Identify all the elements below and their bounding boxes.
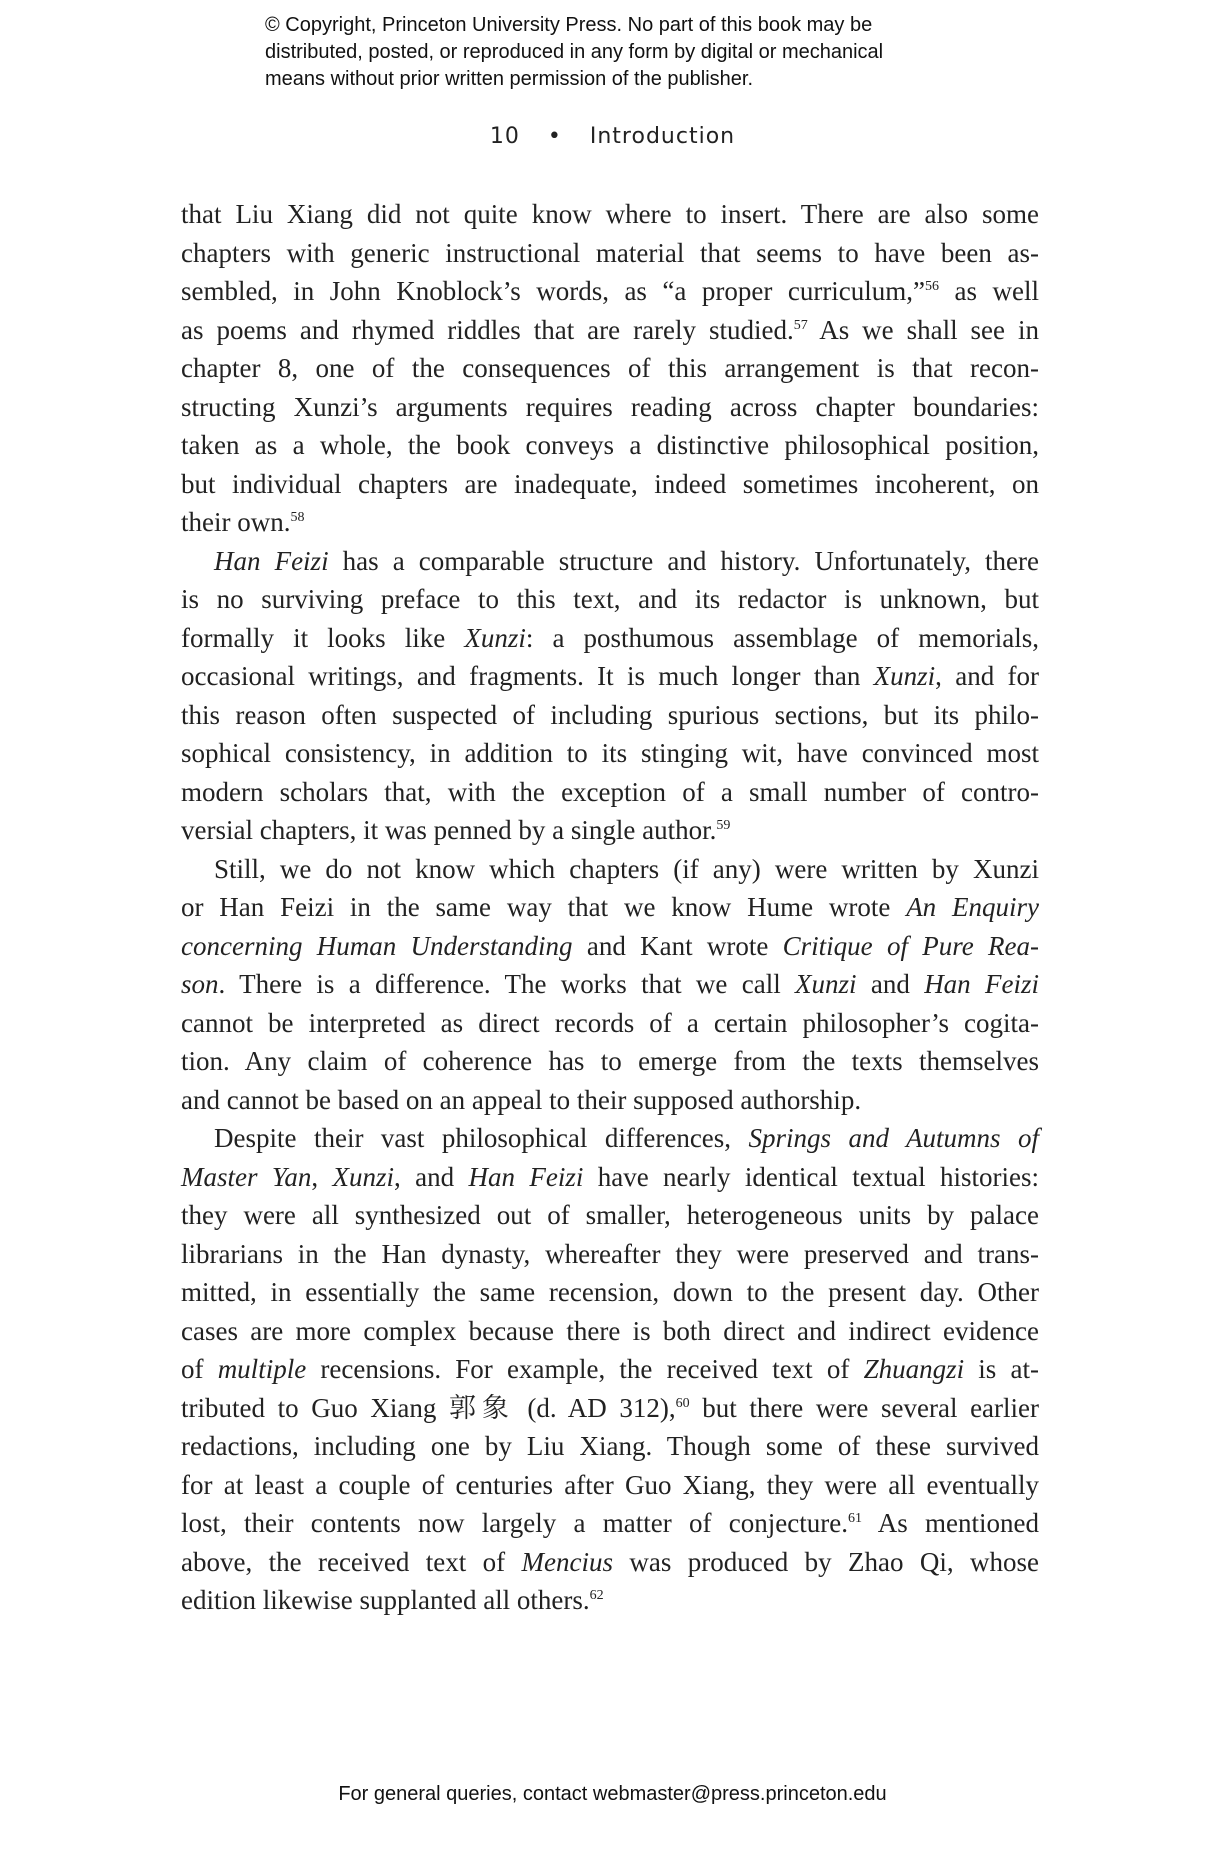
text-segment: but there were several earlier <box>689 1392 1040 1423</box>
copyright-line: © Copyright, Princeton University Press. No part of this book may be <box>265 14 873 36</box>
text-segment: : a posthumous assemblage of memorials, <box>525 622 1039 653</box>
text-line <box>181 927 1039 966</box>
text-segment: , and for <box>935 661 1039 691</box>
text-line <box>181 311 1039 350</box>
text-segment: sembled, in John Knoblock’s words, as “a proper curriculum,” <box>181 276 926 306</box>
text-segment: tion. Any claim of coherence has to emerge from the texts themselves <box>181 1046 1039 1076</box>
text-segment: that Liu Xiang did not quite know where to insert. There are also some <box>181 199 1039 229</box>
italic-title: concerning Human Understanding <box>181 930 573 961</box>
text-line <box>181 1466 1039 1505</box>
text-line <box>181 1581 1039 1620</box>
italic-title: Han Feizi <box>924 969 1039 999</box>
footnote-marker: 58 <box>290 510 305 525</box>
text-line <box>181 542 1039 581</box>
text-segment: this reason often suspected of including spurious sections, but its philo- <box>181 699 1039 730</box>
text-segment: is at- <box>964 1354 1039 1384</box>
italic-title: Mencius <box>521 1546 614 1577</box>
text-segment: recensions. For example, the received text of <box>306 1354 864 1384</box>
italic-title: Critique of Pure Rea- <box>782 930 1039 961</box>
footnote-marker: 60 <box>675 1395 690 1411</box>
text-segment: as poems and rhymed riddles that are rarely studied. <box>181 314 794 345</box>
text-segment: structing Xunzi’s arguments requires reading across chapter boundaries: <box>181 391 1039 422</box>
text-segment: as well <box>939 276 1039 306</box>
text-line <box>181 1312 1039 1351</box>
text-line <box>181 195 1039 234</box>
body-text <box>181 195 1039 1620</box>
text-segment: lost, their contents now largely a matter of conjecture. <box>181 1508 848 1538</box>
text-line <box>181 888 1039 927</box>
text-segment: is no surviving preface to this text, and its redactor is unknown, but <box>181 584 1039 614</box>
italic-title: Springs and Autumns of <box>748 1123 1040 1153</box>
text-segment: , and <box>394 1161 469 1192</box>
text-segment: and cannot be based on an appeal to their supposed authorship. <box>181 1084 862 1115</box>
text-segment: , <box>311 1161 333 1192</box>
text-line <box>181 850 1039 889</box>
text-segment: chapters with generic instructional material that seems to have been as- <box>181 237 1039 268</box>
text-line <box>181 1235 1039 1274</box>
italic-title: Xunzi <box>795 969 857 999</box>
text-line <box>181 1350 1039 1389</box>
italic-title: Han Feizi <box>468 1161 584 1192</box>
footnote-marker: 61 <box>847 1511 862 1526</box>
text-line <box>181 272 1039 311</box>
footnote-marker: 57 <box>793 317 808 333</box>
copyright-line: distributed, posted, or reproduced in any form by digital or mechanical <box>265 41 884 63</box>
text-segment: librarians in the Han dynasty, whereafter they were preserved and trans- <box>181 1238 1039 1269</box>
text-line <box>181 1543 1039 1582</box>
text-line <box>181 1389 1039 1428</box>
footnote-marker: 56 <box>925 279 940 294</box>
text-line <box>181 1119 1039 1158</box>
text-line <box>181 1504 1039 1543</box>
italic-title: Zhuangzi <box>863 1354 965 1384</box>
text-segment: they were all synthesized out of smaller, heterogeneous units by palace <box>181 1200 1039 1230</box>
text-segment: As we shall see in <box>807 314 1039 345</box>
text-segment: or Han Feizi in the same way that we know Hume wrote <box>181 892 907 922</box>
text-line <box>181 1427 1039 1466</box>
footnote-marker: 62 <box>589 1588 604 1603</box>
paragraph <box>181 1119 1039 1620</box>
text-segment: tributed to Guo Xiang 郭象 (d. AD 312), <box>181 1392 676 1423</box>
text-line <box>181 734 1039 773</box>
text-line <box>181 1004 1039 1043</box>
italic-title: Xunzi <box>332 1161 395 1192</box>
paragraph <box>181 850 1039 1120</box>
italic-title: Xunzi <box>873 661 936 691</box>
paragraph <box>181 542 1039 850</box>
text-segment: redactions, including one by Liu Xiang. Though some of these survived <box>181 1431 1039 1461</box>
italic-title: Master Yan <box>181 1161 312 1192</box>
text-segment: and <box>856 969 925 999</box>
text-line <box>181 696 1039 735</box>
footer-contact: For general queries, contact webmaster@press.princeton.edu <box>338 1783 887 1805</box>
footnote-marker: 59 <box>716 818 731 833</box>
text-segment: cases are more complex because there is both direct and indirect evidence <box>181 1315 1039 1346</box>
page-number: 10 <box>489 124 520 149</box>
text-segment: cannot be interpreted as direct records of a certain philosopher’s cogita- <box>181 1007 1039 1038</box>
text-line <box>181 965 1039 1004</box>
text-segment: for at least a couple of centuries after Guo Xiang, they were all eventually <box>181 1469 1039 1500</box>
running-head <box>0 124 1225 149</box>
text-line <box>181 465 1039 504</box>
text-segment: but individual chapters are inadequate, indeed sometimes incoherent, on <box>181 468 1039 499</box>
text-segment: formally it looks like <box>181 622 465 653</box>
separator-bullet: • <box>547 124 562 149</box>
text-line <box>181 426 1039 465</box>
text-segment: . There is a difference. The works that we call <box>218 969 796 999</box>
text-line <box>181 657 1039 696</box>
text-line <box>181 1042 1039 1081</box>
text-segment: Despite their vast philosophical differences, <box>214 1123 749 1153</box>
text-segment: versial chapters, it was penned by a single author. <box>181 815 717 845</box>
text-segment: their own. <box>181 507 291 537</box>
text-line <box>181 811 1039 850</box>
text-line <box>181 773 1039 812</box>
text-line <box>181 503 1039 542</box>
italic-title: multiple <box>217 1354 307 1384</box>
text-segment: was produced by Zhao Qi, whose <box>613 1546 1039 1577</box>
text-segment: above, the received text of <box>181 1546 522 1577</box>
text-segment: Still, we do not know which chapters (if any) were written by Xunzi <box>214 853 1039 884</box>
italic-title: son <box>181 969 219 999</box>
italic-title: Xunzi <box>464 622 526 653</box>
text-segment: have nearly identical textual histories: <box>583 1161 1040 1192</box>
text-segment: As mentioned <box>861 1508 1039 1538</box>
text-line <box>181 580 1039 619</box>
text-segment: modern scholars that, with the exception of a small number of contro- <box>181 776 1039 807</box>
text-segment: of <box>181 1354 218 1384</box>
text-line <box>181 1081 1039 1120</box>
text-line <box>181 349 1039 388</box>
text-line <box>181 388 1039 427</box>
paragraph <box>181 195 1039 542</box>
text-segment: has a comparable structure and history. Unfortunately, there <box>328 545 1039 576</box>
text-segment: mitted, in essentially the same recension, down to the present day. Other <box>181 1277 1039 1307</box>
text-segment: taken as a whole, the book conveys a distinctive philosophical position, <box>181 430 1039 460</box>
section-title: Introduction <box>589 124 736 149</box>
italic-title: Han Feizi <box>214 545 329 576</box>
italic-title: An Enquiry <box>906 892 1039 922</box>
text-line <box>181 1273 1039 1312</box>
text-segment: and Kant wrote <box>572 930 783 961</box>
copyright-notice <box>265 12 1025 93</box>
text-segment: sophical consistency, in addition to its stinging wit, have convinced most <box>181 738 1039 768</box>
text-line <box>181 1196 1039 1235</box>
text-line <box>181 234 1039 273</box>
copyright-line: means without prior written permission of the publisher. <box>265 68 754 90</box>
text-segment: occasional writings, and fragments. It is much longer than <box>181 661 874 691</box>
text-line <box>181 619 1039 658</box>
text-line <box>181 1158 1039 1197</box>
text-segment: edition likewise supplanted all others. <box>181 1585 590 1615</box>
text-segment: chapter 8, one of the consequences of this arrangement is that recon- <box>181 353 1039 383</box>
